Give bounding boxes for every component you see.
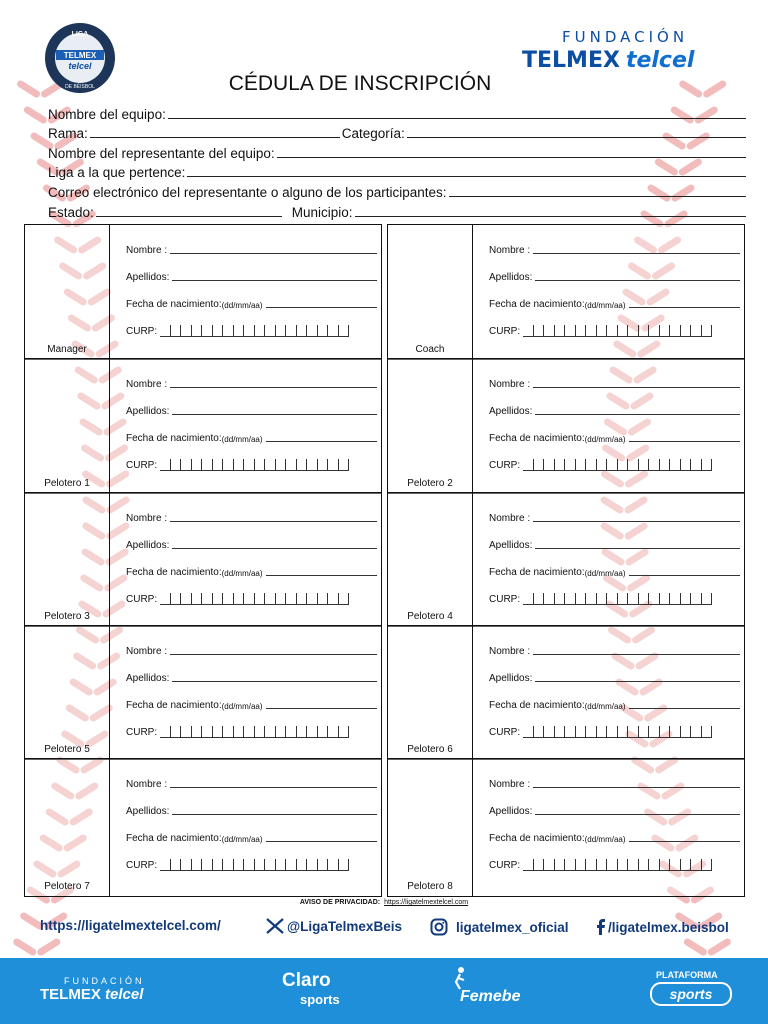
nombre-label: Nombre :: [126, 513, 168, 524]
facebook-handle: /ligatelmex.beisbol: [608, 919, 729, 935]
fecha-format: (dd/mm/aa): [584, 835, 626, 844]
fecha-row: [126, 299, 377, 310]
apellidos-row: [489, 673, 740, 684]
apellidos-line[interactable]: [535, 806, 740, 815]
apellidos-label: Apellidos:: [126, 673, 170, 684]
fecha-row: [126, 700, 377, 711]
apellidos-row: [126, 272, 377, 283]
curp-label: CURP:: [126, 326, 158, 337]
team-info-fields: [48, 102, 748, 220]
fecha-line[interactable]: [266, 299, 377, 308]
instagram-icon: [430, 918, 448, 936]
nombre-label: Nombre :: [489, 779, 531, 790]
brand-text: [522, 48, 694, 73]
curp-label: CURP:: [489, 594, 521, 605]
role-label: Pelotero 8: [407, 881, 453, 892]
fecha-label: Fecha de nacimiento:: [126, 567, 222, 578]
estado-line[interactable]: [96, 204, 282, 217]
footer-claro-sports-text: sports: [300, 992, 340, 1007]
fecha-label: Fecha de nacimiento:: [489, 567, 585, 578]
nombre-row: [126, 513, 377, 524]
fecha-label: Fecha de nacimiento:: [126, 299, 222, 310]
telcel-text: telcel: [625, 48, 695, 73]
fecha-format: (dd/mm/aa): [221, 301, 263, 310]
role-label: Pelotero 7: [44, 881, 90, 892]
social-links: [40, 918, 740, 940]
privacy-link[interactable]: https://ligatelmextelcel.com: [384, 899, 469, 906]
apellidos-label: Apellidos:: [126, 806, 170, 817]
privacy-label: AVISO DE PRIVACIDAD:: [299, 899, 381, 906]
role-label: Pelotero 2: [407, 478, 453, 489]
x-link[interactable]: [266, 918, 402, 934]
cell-divider: [109, 225, 110, 359]
apellidos-row: [126, 540, 377, 551]
fecha-label: Fecha de nacimiento:: [489, 833, 585, 844]
logo-telmex-text: TELMEX: [63, 51, 97, 60]
team-name-line[interactable]: [168, 106, 746, 119]
curp-row: [126, 593, 349, 605]
email-row: [48, 180, 748, 200]
apellidos-row: [126, 406, 377, 417]
representative-row: [48, 141, 748, 161]
fecha-row: [489, 700, 740, 711]
curp-label: CURP:: [489, 460, 521, 471]
roster-cell: [387, 358, 745, 494]
fecha-format: (dd/mm/aa): [584, 702, 626, 711]
privacy-notice: [0, 899, 768, 906]
curp-label: CURP:: [126, 727, 158, 738]
nombre-label: Nombre :: [489, 513, 531, 524]
telmex-text: TELMEX: [522, 48, 620, 73]
curp-boxes[interactable]: [523, 459, 712, 471]
curp-row: [489, 726, 712, 738]
curp-boxes[interactable]: [523, 593, 712, 605]
stitch-mark: [687, 942, 727, 952]
role-label: Pelotero 4: [407, 611, 453, 622]
curp-label: CURP:: [126, 460, 158, 471]
logo-top-text: LIGA: [71, 31, 89, 38]
nombre-line[interactable]: [533, 646, 740, 655]
role-label: Pelotero 5: [44, 744, 90, 755]
apellidos-label: Apellidos:: [126, 540, 170, 551]
apellidos-label: Apellidos:: [489, 673, 533, 684]
nombre-label: Nombre :: [489, 245, 531, 256]
roster-cell: [24, 492, 382, 627]
nombre-row: [126, 245, 377, 256]
apellidos-line[interactable]: [172, 806, 377, 815]
curp-row: [489, 325, 712, 337]
cell-divider: [472, 626, 473, 759]
role-label: Coach: [415, 344, 445, 355]
apellidos-row: [489, 406, 740, 417]
fecha-line[interactable]: [266, 567, 377, 576]
curp-label: CURP:: [489, 326, 521, 337]
curp-boxes[interactable]: [523, 859, 712, 871]
categoria-label: Categoría:: [341, 126, 405, 142]
municipio-label: Municipio:: [291, 204, 353, 220]
nombre-line[interactable]: [533, 779, 740, 788]
fecha-line[interactable]: [266, 433, 377, 442]
curp-label: CURP:: [489, 727, 521, 738]
nombre-line[interactable]: [533, 245, 740, 254]
apellidos-line[interactable]: [535, 406, 740, 415]
curp-boxes[interactable]: [160, 859, 349, 871]
municipio-line[interactable]: [355, 204, 746, 217]
apellidos-label: Apellidos:: [126, 406, 170, 417]
website-text: https://ligatelmextelcel.com/: [40, 918, 221, 933]
curp-row: [489, 859, 712, 871]
footer-fundacion-text: FUNDACIÓN: [64, 976, 145, 986]
nombre-line[interactable]: [533, 513, 740, 522]
fecha-line[interactable]: [629, 299, 740, 308]
nombre-row: [489, 379, 740, 390]
footer-plataforma-text: PLATAFORMA: [656, 970, 718, 980]
apellidos-label: Apellidos:: [489, 406, 533, 417]
nombre-label: Nombre :: [126, 646, 168, 657]
apellidos-row: [126, 673, 377, 684]
nombre-row: [489, 646, 740, 657]
apellidos-row: [489, 272, 740, 283]
role-label: Pelotero 1: [44, 478, 90, 489]
estado-label: Estado:: [48, 204, 94, 220]
fecha-line[interactable]: [629, 833, 740, 842]
fecha-line[interactable]: [629, 433, 740, 442]
page-title: CÉDULA DE INSCRIPCIÓN: [228, 72, 492, 95]
cell-divider: [472, 759, 473, 896]
facebook-icon: [596, 918, 606, 936]
footer-telcel-text: telcel: [105, 986, 144, 1003]
fecha-line[interactable]: [266, 833, 377, 842]
cell-divider: [109, 759, 110, 896]
apellidos-label: Apellidos:: [489, 272, 533, 283]
league-label: Liga a la que pertence:: [48, 165, 186, 181]
apellidos-label: Apellidos:: [489, 806, 533, 817]
fecha-row: [489, 433, 740, 444]
nombre-line[interactable]: [170, 513, 377, 522]
curp-boxes[interactable]: [160, 593, 349, 605]
fundacion-telmex-telcel-logo: [522, 28, 734, 78]
representative-line[interactable]: [277, 145, 746, 158]
roster-cell: [24, 758, 382, 897]
email-label: Correo electrónico del representante o alguno de los participantes:: [48, 184, 447, 200]
fecha-format: (dd/mm/aa): [584, 301, 626, 310]
fecha-line[interactable]: [629, 567, 740, 576]
rama-categoria-row: [48, 122, 748, 142]
instagram-handle: ligatelmex_oficial: [456, 919, 569, 935]
nombre-line[interactable]: [170, 779, 377, 788]
footer-femebe-text: Femebe: [460, 988, 521, 1005]
fundacion-text: FUNDACIÓN: [562, 28, 689, 46]
curp-boxes[interactable]: [523, 726, 712, 738]
nombre-label: Nombre :: [126, 245, 168, 256]
footer-claro-text: Claro: [282, 970, 331, 991]
team-name-label: Nombre del equipo:: [48, 106, 166, 122]
roster-cell: [387, 224, 745, 360]
cell-divider: [472, 493, 473, 626]
fecha-row: [126, 567, 377, 578]
fecha-format: (dd/mm/aa): [221, 435, 263, 444]
apellidos-label: Apellidos:: [126, 272, 170, 283]
fecha-format: (dd/mm/aa): [584, 569, 626, 578]
sponsor-footer: [0, 958, 768, 1024]
fecha-label: Fecha de nacimiento:: [126, 833, 222, 844]
curp-label: CURP:: [126, 594, 158, 605]
nombre-row: [489, 513, 740, 524]
nombre-row: [489, 779, 740, 790]
fecha-row: [126, 833, 377, 844]
curp-boxes[interactable]: [523, 325, 712, 337]
role-label: Pelotero 3: [44, 611, 90, 622]
cell-divider: [472, 225, 473, 359]
fecha-line[interactable]: [266, 700, 377, 709]
categoria-line[interactable]: [407, 125, 746, 138]
nombre-line[interactable]: [533, 379, 740, 388]
cell-divider: [109, 359, 110, 493]
apellidos-line[interactable]: [535, 540, 740, 549]
curp-row: [126, 726, 349, 738]
fecha-label: Fecha de nacimiento:: [489, 700, 585, 711]
fecha-row: [489, 567, 740, 578]
footer-plataforma-sports-text: sports: [650, 982, 732, 1006]
nombre-row: [489, 245, 740, 256]
nombre-label: Nombre :: [489, 646, 531, 657]
nombre-row: [126, 779, 377, 790]
role-label: Pelotero 6: [407, 744, 453, 755]
league-line[interactable]: [187, 164, 746, 177]
x-icon: [266, 918, 284, 934]
cell-divider: [109, 626, 110, 759]
nombre-line[interactable]: [170, 646, 377, 655]
fecha-row: [126, 433, 377, 444]
apellidos-line[interactable]: [172, 540, 377, 549]
nombre-label: Nombre :: [126, 779, 168, 790]
apellidos-row: [126, 806, 377, 817]
nombre-row: [126, 646, 377, 657]
fecha-label: Fecha de nacimiento:: [126, 700, 222, 711]
cell-divider: [109, 493, 110, 626]
curp-boxes[interactable]: [160, 726, 349, 738]
fecha-format: (dd/mm/aa): [221, 702, 263, 711]
roster-cell: [387, 625, 745, 760]
fecha-row: [489, 833, 740, 844]
instagram-link[interactable]: [430, 918, 569, 936]
curp-label: CURP:: [489, 860, 521, 871]
representative-label: Nombre del representante del equipo:: [48, 145, 275, 161]
fecha-row: [489, 299, 740, 310]
curp-row: [126, 459, 349, 471]
logo-bottom-text: DE BÉISBOL: [65, 84, 95, 90]
apellidos-line[interactable]: [172, 406, 377, 415]
curp-label: CURP:: [126, 860, 158, 871]
roster-cell: [387, 492, 745, 627]
email-line[interactable]: [449, 184, 747, 197]
logo-telcel-text: telcel: [68, 61, 92, 71]
fecha-format: (dd/mm/aa): [584, 435, 626, 444]
fecha-format: (dd/mm/aa): [221, 569, 263, 578]
stitch-mark: [17, 942, 57, 952]
team-name-row: [48, 102, 748, 122]
x-handle: @LigaTelmexBeis: [287, 918, 402, 934]
apellidos-line[interactable]: [535, 673, 740, 682]
apellidos-line[interactable]: [535, 272, 740, 281]
website-link[interactable]: [40, 918, 221, 933]
roster-cell: [24, 224, 382, 360]
rama-line[interactable]: [90, 125, 340, 138]
nombre-label: Nombre :: [489, 379, 531, 390]
footer-telmex-text: TELMEX: [40, 986, 101, 1003]
fecha-label: Fecha de nacimiento:: [489, 433, 585, 444]
femebe-player-icon: [452, 966, 466, 990]
fecha-label: Fecha de nacimiento:: [126, 433, 222, 444]
fecha-line[interactable]: [629, 700, 740, 709]
roster-cell: [24, 358, 382, 494]
footer-telmex-logo: [40, 986, 143, 1003]
nombre-row: [126, 379, 377, 390]
curp-row: [126, 859, 349, 871]
fecha-format: (dd/mm/aa): [221, 835, 263, 844]
nombre-line[interactable]: [170, 245, 377, 254]
apellidos-line[interactable]: [172, 673, 377, 682]
curp-boxes[interactable]: [160, 459, 349, 471]
curp-row: [126, 325, 349, 337]
apellidos-line[interactable]: [172, 272, 377, 281]
roster-cell: [387, 758, 745, 897]
apellidos-label: Apellidos:: [489, 540, 533, 551]
curp-boxes[interactable]: [160, 325, 349, 337]
roster-cell: [24, 625, 382, 760]
apellidos-row: [489, 806, 740, 817]
nombre-line[interactable]: [170, 379, 377, 388]
curp-row: [489, 459, 712, 471]
curp-row: [489, 593, 712, 605]
fecha-label: Fecha de nacimiento:: [489, 299, 585, 310]
rama-label: Rama:: [48, 126, 88, 142]
apellidos-row: [489, 540, 740, 551]
nombre-label: Nombre :: [126, 379, 168, 390]
facebook-link[interactable]: [596, 918, 729, 936]
estado-municipio-row: [48, 200, 748, 220]
cell-divider: [472, 359, 473, 493]
role-label: Manager: [47, 344, 87, 355]
league-row: [48, 161, 748, 181]
